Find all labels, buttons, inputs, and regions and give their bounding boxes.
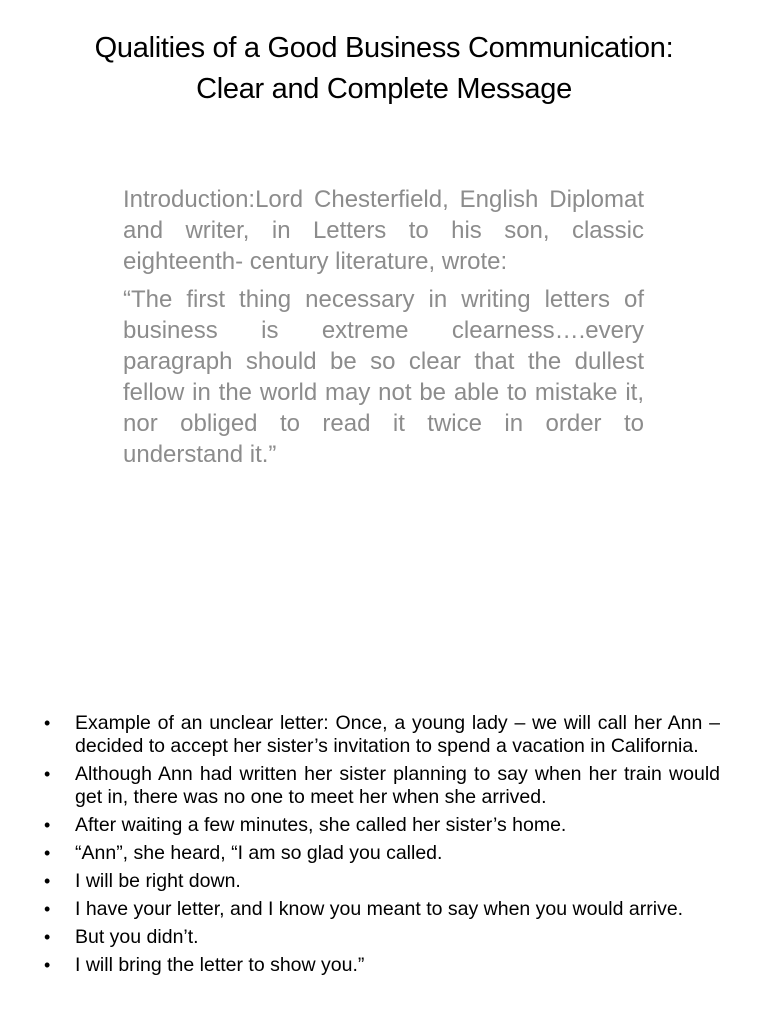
slide-title-line-1: Qualities of a Good Business Communication: bbox=[94, 32, 674, 64]
bullet-text: But you didn’t. bbox=[75, 926, 199, 948]
bullet-icon: • bbox=[44, 871, 51, 891]
bullet-item bbox=[44, 926, 720, 949]
slide-title-line-2: Clear and Complete Message bbox=[196, 73, 572, 105]
bullet-icon: • bbox=[44, 899, 51, 919]
bullet-item bbox=[44, 842, 720, 865]
quote-paragraph: “The first thing necessary in writing letters of business is extreme clearness….every paragraph should be so clear that the dullest fellow in the world may not be able to mistake it, nor obliged to read it twice in order to understand it.” bbox=[123, 286, 644, 468]
bullet-text: Although Ann had written her sister planning to say when her train would get in, there was no one to meet her when she arrived. bbox=[75, 763, 720, 808]
bullet-text: I will be right down. bbox=[75, 870, 241, 892]
example-bullet-list bbox=[44, 712, 720, 982]
bullet-item bbox=[44, 898, 720, 921]
bullet-text: I will bring the letter to show you.” bbox=[75, 954, 365, 976]
bullet-text: I have your letter, and I know you meant to say when you would arrive. bbox=[75, 898, 684, 920]
bullet-icon: • bbox=[44, 764, 51, 784]
bullet-icon: • bbox=[44, 955, 51, 975]
bullet-icon: • bbox=[44, 815, 51, 835]
bullet-item bbox=[44, 763, 720, 809]
bullet-text: After waiting a few minutes, she called her sister’s home. bbox=[75, 814, 567, 836]
intro-text-block bbox=[123, 184, 644, 470]
bullet-item bbox=[44, 870, 720, 893]
intro-paragraph: Introduction:Lord Chesterfield, English Diplomat and writer, in Letters to his son, classic eighteenth- century literature, wrote: bbox=[123, 186, 644, 275]
bullet-icon: • bbox=[44, 843, 51, 863]
bullet-text: Example of an unclear letter: Once, a young lady – we will call her Ann – decided to accept her sister’s invitation to spend a vacation in California. bbox=[75, 712, 720, 757]
bullet-text: “Ann”, she heard, “I am so glad you called. bbox=[75, 842, 443, 864]
bullet-item bbox=[44, 954, 720, 977]
bullet-icon: • bbox=[44, 927, 51, 947]
slide-title bbox=[30, 28, 738, 110]
bullet-icon: • bbox=[44, 713, 51, 733]
bullet-item bbox=[44, 814, 720, 837]
bullet-item bbox=[44, 712, 720, 758]
